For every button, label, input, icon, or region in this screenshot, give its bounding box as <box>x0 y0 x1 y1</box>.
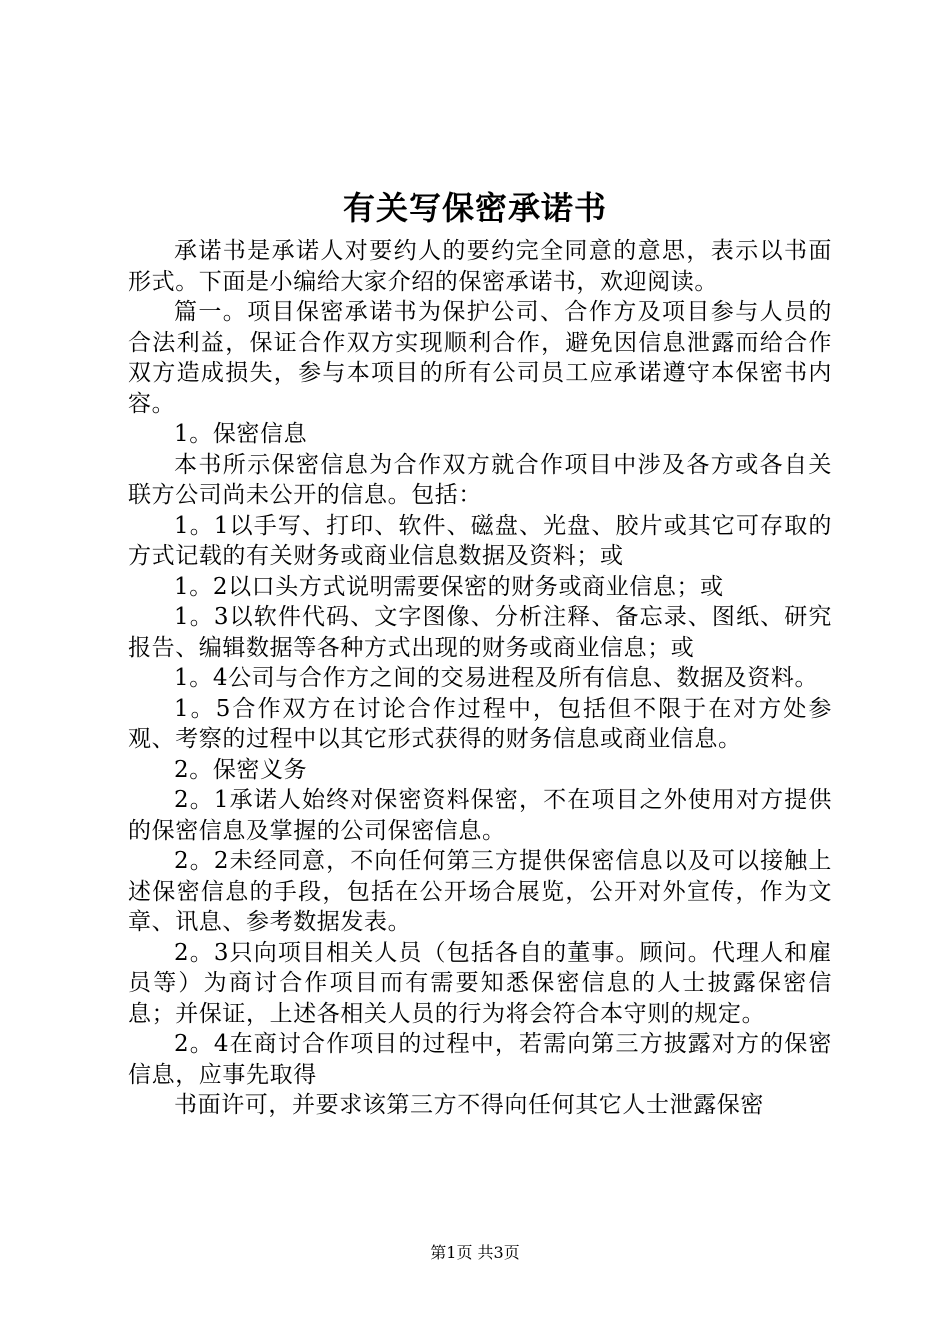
paragraph: 承诺书是承诺人对要约人的要约完全同意的意思，表示以书面形式。下面是小编给大家介绍的保密承诺书，欢迎阅读。 <box>128 238 832 295</box>
document-body <box>128 236 832 1121</box>
list-item: 2。4在商讨合作项目的过程中，若需向第三方披露对方的保密信息，应事先取得 <box>128 1031 832 1088</box>
list-item: 2。2未经同意，不向任何第三方提供保密信息以及可以接触上述保密信息的手段，包括在公开场合展览，公开对外宣传，作为文章、讯息、参考数据发表。 <box>128 848 832 935</box>
list-item: 1。1以手写、打印、软件、磁盘、光盘、胶片或其它可存取的方式记载的有关财务或商业信息数据及资料；或 <box>128 512 832 569</box>
section-heading: 2。保密义务 <box>174 756 308 783</box>
list-item: 2。3只向项目相关人员（包括各自的董事。顾问。代理人和雇员等）为商讨合作项目而有需要知悉保密信息的人士披露保密信息；并保证，上述各相关人员的行为将会符合本守则的规定。 <box>128 939 832 1027</box>
list-item: 1。3以软件代码、文字图像、分析注释、备忘录、图纸、研究报告、编辑数据等各种方式出现的财务或商业信息；或 <box>128 604 832 661</box>
document-title: 有关写保密承诺书 <box>342 189 607 227</box>
paragraph: 本书所示保密信息为合作双方就合作项目中涉及各方或各自关联方公司尚未公开的信息。包括： <box>128 451 832 508</box>
paragraph: 篇一。项目保密承诺书为保护公司、合作方及项目参与人员的合法利益，保证合作双方实现顺利合作，避免因信息泄露而给合作双方造成损失，参与本项目的所有公司员工应承诺遵守本保密书内容。 <box>128 299 832 417</box>
list-item: 2。1承诺人始终对保密资料保密，不在项目之外使用对方提供的保密信息及掌握的公司保密信息。 <box>128 787 832 844</box>
list-item: 1。5合作双方在讨论合作过程中，包括但不限于在对方处参观、考察的过程中以其它形式获得的财务信息或商业信息。 <box>128 695 832 752</box>
page-footer: 第1页 共3页 <box>430 1243 520 1262</box>
list-item: 1。4公司与合作方之间的交易进程及所有信息、数据及资料。 <box>174 665 819 691</box>
list-item: 1。2以口头方式说明需要保密的财务或商业信息；或 <box>174 573 724 600</box>
section-heading: 1。保密信息 <box>174 421 308 447</box>
paragraph: 书面许可，并要求该第三方不得向任何其它人士泄露保密 <box>174 1092 764 1118</box>
